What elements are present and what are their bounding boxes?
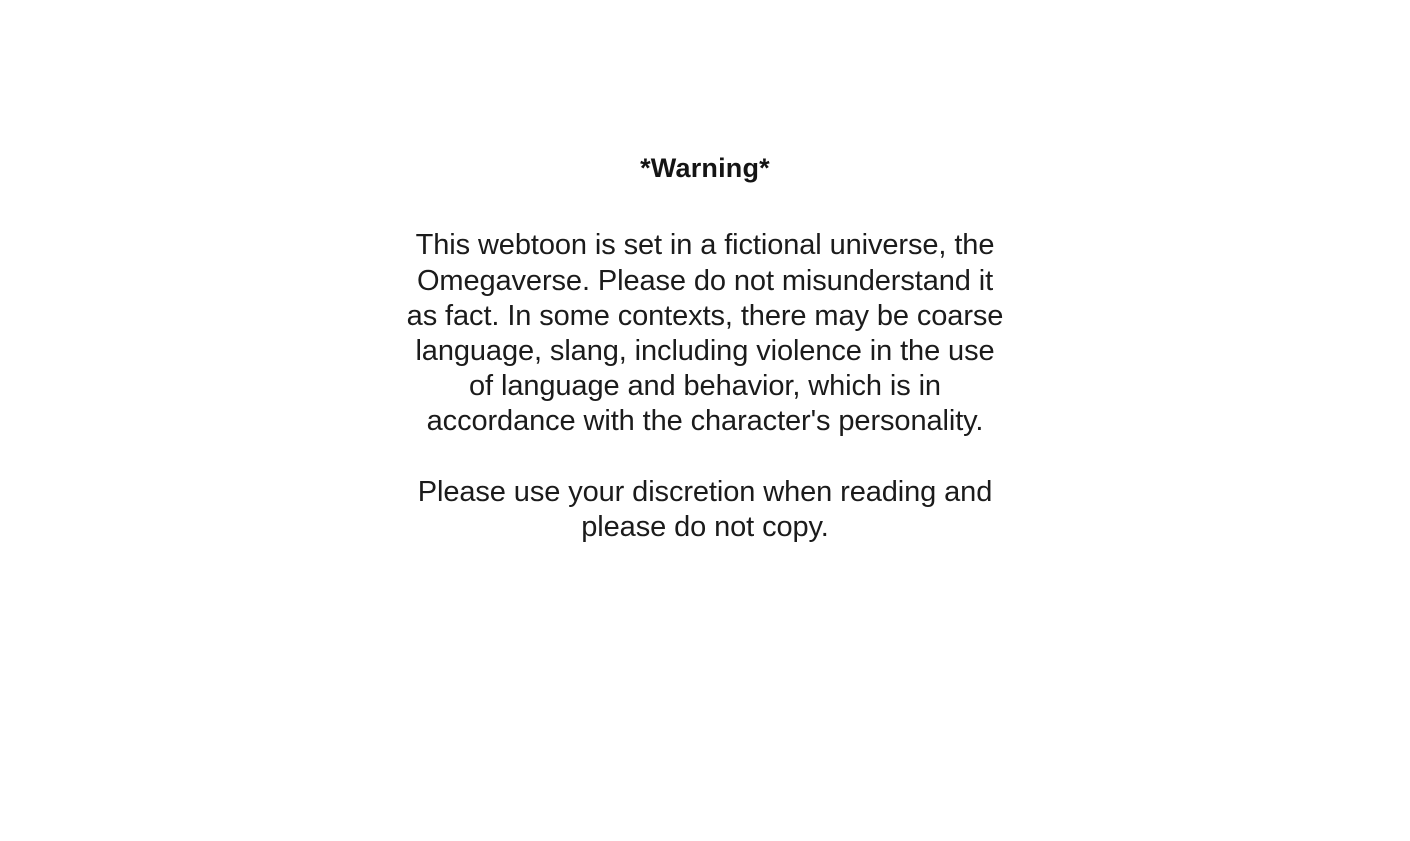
warning-body-text: This webtoon is set in a fictional universe, the Omegaverse. Please do not misunderstand it as fact. In some contexts, there may be coarse language, slang, including violence in the use of language and behavior, which is in accordance with the character's personality. <box>406 229 1004 437</box>
paragraph-spacer <box>405 439 1005 475</box>
warning-notice <box>405 150 1005 545</box>
warning-title: *Warning* <box>640 153 770 183</box>
warning-footer-text: Please use your discretion when reading and please do not copy. <box>417 475 993 543</box>
